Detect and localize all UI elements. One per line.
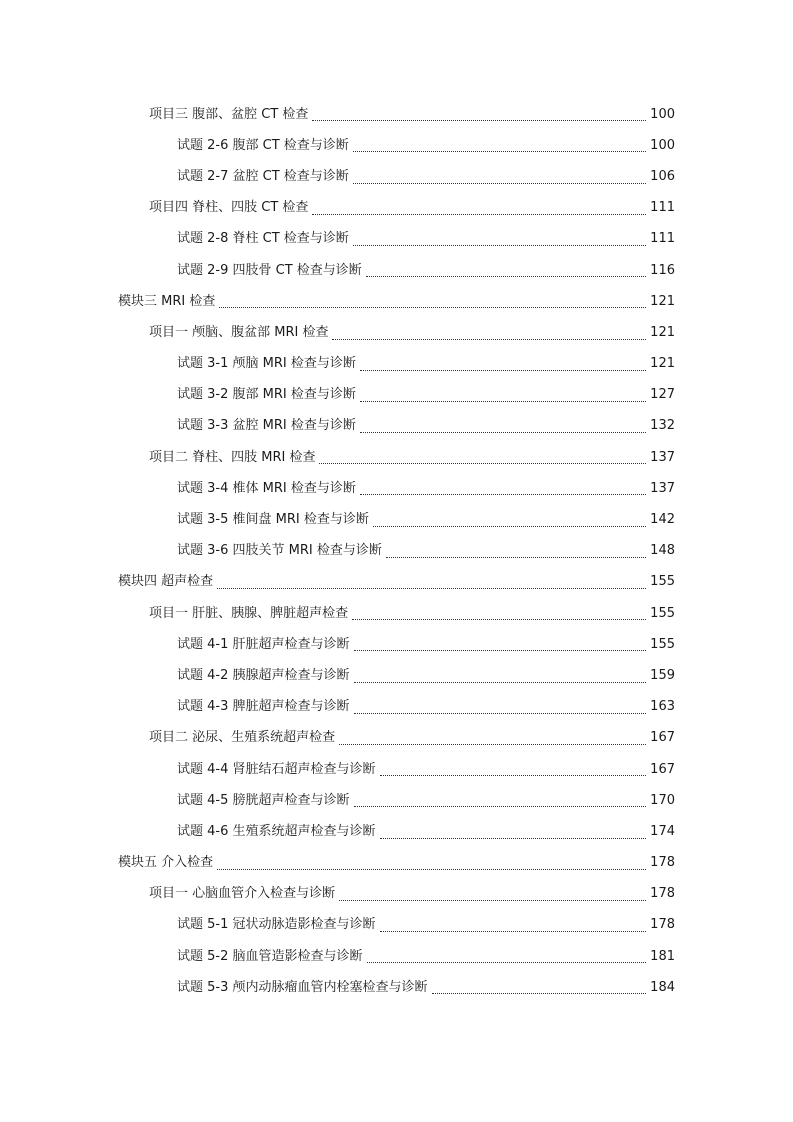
toc-page-number: 100 bbox=[650, 106, 675, 122]
toc-page-number: 116 bbox=[650, 262, 675, 278]
toc-question-entry[interactable] bbox=[0, 349, 793, 380]
toc-entry-title: 试题 5-1 冠状动脉造影检查与诊断 bbox=[177, 917, 376, 933]
toc-dot-leader bbox=[380, 931, 647, 932]
toc-question-entry[interactable] bbox=[0, 660, 793, 691]
toc-page-number: 137 bbox=[650, 449, 675, 465]
toc-page-number: 100 bbox=[650, 137, 675, 153]
toc-dot-leader bbox=[386, 557, 646, 558]
toc-page-number: 121 bbox=[650, 356, 675, 372]
toc-dot-leader bbox=[432, 993, 647, 994]
toc-page-number: 167 bbox=[650, 730, 675, 746]
toc-page-number: 184 bbox=[650, 979, 675, 995]
toc-page-number: 127 bbox=[650, 387, 675, 403]
toc-page-number: 163 bbox=[650, 699, 675, 715]
toc-dot-leader bbox=[380, 838, 647, 839]
toc-page-number: 178 bbox=[650, 855, 675, 871]
toc-page-number: 121 bbox=[650, 324, 675, 340]
toc-page-number: 174 bbox=[650, 823, 675, 839]
toc-entry-title: 项目一 心脑血管介入检查与诊断 bbox=[149, 886, 336, 902]
toc-dot-leader bbox=[352, 619, 646, 620]
toc-page-number: 121 bbox=[650, 293, 675, 309]
toc-entry-title: 项目二 泌尿、生殖系统超声检查 bbox=[149, 730, 336, 746]
toc-project-entry[interactable] bbox=[0, 317, 793, 348]
toc-dot-leader bbox=[339, 900, 646, 901]
toc-entry-title: 模块五 介入检查 bbox=[118, 855, 214, 871]
toc-entry-title: 试题 4-2 胰腺超声检查与诊断 bbox=[177, 667, 350, 683]
toc-page-number: 106 bbox=[650, 168, 675, 184]
toc-dot-leader bbox=[353, 183, 646, 184]
toc-page-number: 132 bbox=[650, 418, 675, 434]
toc-dot-leader bbox=[360, 432, 646, 433]
toc-question-entry[interactable] bbox=[0, 504, 793, 535]
toc-question-entry[interactable] bbox=[0, 816, 793, 847]
toc-question-entry[interactable] bbox=[0, 910, 793, 941]
toc-dot-leader bbox=[354, 650, 647, 651]
toc-module-entry[interactable] bbox=[0, 567, 793, 598]
toc-page-number: 178 bbox=[650, 917, 675, 933]
toc-entry-title: 试题 3-6 四肢关节 MRI 检查与诊断 bbox=[177, 543, 382, 559]
toc-dot-leader bbox=[373, 526, 646, 527]
toc-page-number: 155 bbox=[650, 636, 675, 652]
toc-page-number: 111 bbox=[650, 200, 675, 216]
toc-entry-title: 试题 4-5 膀胱超声检查与诊断 bbox=[177, 792, 350, 808]
toc-project-entry[interactable] bbox=[0, 723, 793, 754]
toc-question-entry[interactable] bbox=[0, 785, 793, 816]
toc-dot-leader bbox=[353, 151, 646, 152]
toc-question-entry[interactable] bbox=[0, 255, 793, 286]
toc-entry-title: 项目四 脊柱、四肢 CT 检查 bbox=[149, 200, 309, 216]
toc-project-entry[interactable] bbox=[0, 442, 793, 473]
toc-dot-leader bbox=[339, 744, 646, 745]
toc-question-entry[interactable] bbox=[0, 161, 793, 192]
toc-entry-title: 项目一 肝脏、胰腺、脾脏超声检查 bbox=[149, 605, 349, 621]
toc-entry-title: 项目三 腹部、盆腔 CT 检查 bbox=[149, 106, 309, 122]
toc-dot-leader bbox=[332, 339, 646, 340]
toc-dot-leader bbox=[319, 463, 646, 464]
toc-question-entry[interactable] bbox=[0, 411, 793, 442]
toc-entry-title: 试题 4-1 肝脏超声检查与诊断 bbox=[177, 636, 350, 652]
toc-entry-title: 试题 5-3 颅内动脉瘤血管内栓塞检查与诊断 bbox=[177, 979, 428, 995]
toc-entry-title: 试题 5-2 脑血管造影检查与诊断 bbox=[177, 948, 363, 964]
toc-page-number: 181 bbox=[650, 948, 675, 964]
toc-entry-title: 试题 2-6 腹部 CT 检查与诊断 bbox=[177, 137, 349, 153]
toc-dot-leader bbox=[360, 401, 646, 402]
toc-module-entry[interactable] bbox=[0, 286, 793, 317]
toc-page-number: 155 bbox=[650, 605, 675, 621]
toc-entry-title: 项目一 颅脑、腹盆部 MRI 检查 bbox=[149, 324, 329, 340]
toc-dot-leader bbox=[312, 214, 646, 215]
toc-page-number: 170 bbox=[650, 792, 675, 808]
toc-dot-leader bbox=[360, 494, 646, 495]
toc-question-entry[interactable] bbox=[0, 380, 793, 411]
toc-dot-leader bbox=[380, 775, 647, 776]
toc-entry-title: 试题 3-1 颅脑 MRI 检查与诊断 bbox=[177, 356, 356, 372]
toc-project-entry[interactable] bbox=[0, 193, 793, 224]
toc-dot-leader bbox=[219, 307, 646, 308]
toc-entry-title: 试题 4-3 脾脏超声检查与诊断 bbox=[177, 699, 350, 715]
toc-dot-leader bbox=[353, 245, 646, 246]
toc-page-number: 167 bbox=[650, 761, 675, 777]
toc-entry-title: 模块四 超声检查 bbox=[118, 574, 214, 590]
toc-question-entry[interactable] bbox=[0, 473, 793, 504]
toc-dot-leader bbox=[367, 962, 647, 963]
toc-project-entry[interactable] bbox=[0, 99, 793, 130]
toc-question-entry[interactable] bbox=[0, 754, 793, 785]
toc-entry-title: 试题 2-8 脊柱 CT 检查与诊断 bbox=[177, 231, 349, 247]
toc-dot-leader bbox=[354, 806, 647, 807]
toc-question-entry[interactable] bbox=[0, 629, 793, 660]
toc-question-entry[interactable] bbox=[0, 224, 793, 255]
toc-page-number: 148 bbox=[650, 543, 675, 559]
toc-question-entry[interactable] bbox=[0, 130, 793, 161]
toc-dot-leader bbox=[217, 869, 646, 870]
toc-entry-title: 试题 3-2 腹部 MRI 检查与诊断 bbox=[177, 387, 356, 403]
toc-page-number: 137 bbox=[650, 480, 675, 496]
toc-question-entry[interactable] bbox=[0, 692, 793, 723]
toc-dot-leader bbox=[312, 120, 646, 121]
toc-page-number: 155 bbox=[650, 574, 675, 590]
toc-dot-leader bbox=[217, 588, 646, 589]
toc-dot-leader bbox=[366, 276, 646, 277]
toc-page-number: 111 bbox=[650, 231, 675, 247]
toc-question-entry[interactable] bbox=[0, 972, 793, 1003]
toc-entry-title: 项目二 脊柱、四肢 MRI 检查 bbox=[149, 449, 316, 465]
toc-entry-title: 试题 2-7 盆腔 CT 检查与诊断 bbox=[177, 168, 349, 184]
toc-entry-title: 试题 3-5 椎间盘 MRI 检查与诊断 bbox=[177, 512, 369, 528]
toc-page-number: 159 bbox=[650, 667, 675, 683]
toc-question-entry[interactable] bbox=[0, 941, 793, 972]
toc-page-number: 178 bbox=[650, 886, 675, 902]
table-of-contents bbox=[0, 99, 793, 1003]
toc-entry-title: 试题 4-4 肾脏结石超声检查与诊断 bbox=[177, 761, 376, 777]
toc-entry-title: 试题 3-4 椎体 MRI 检查与诊断 bbox=[177, 480, 356, 496]
toc-dot-leader bbox=[354, 682, 647, 683]
toc-entry-title: 试题 3-3 盆腔 MRI 检查与诊断 bbox=[177, 418, 356, 434]
toc-entry-title: 模块三 MRI 检查 bbox=[118, 293, 216, 309]
toc-entry-title: 试题 4-6 生殖系统超声检查与诊断 bbox=[177, 823, 376, 839]
toc-question-entry[interactable] bbox=[0, 536, 793, 567]
toc-project-entry[interactable] bbox=[0, 598, 793, 629]
toc-project-entry[interactable] bbox=[0, 879, 793, 910]
toc-dot-leader bbox=[354, 713, 647, 714]
toc-page-number: 142 bbox=[650, 512, 675, 528]
toc-dot-leader bbox=[360, 370, 646, 371]
toc-entry-title: 试题 2-9 四肢骨 CT 检查与诊断 bbox=[177, 262, 362, 278]
toc-module-entry[interactable] bbox=[0, 848, 793, 879]
